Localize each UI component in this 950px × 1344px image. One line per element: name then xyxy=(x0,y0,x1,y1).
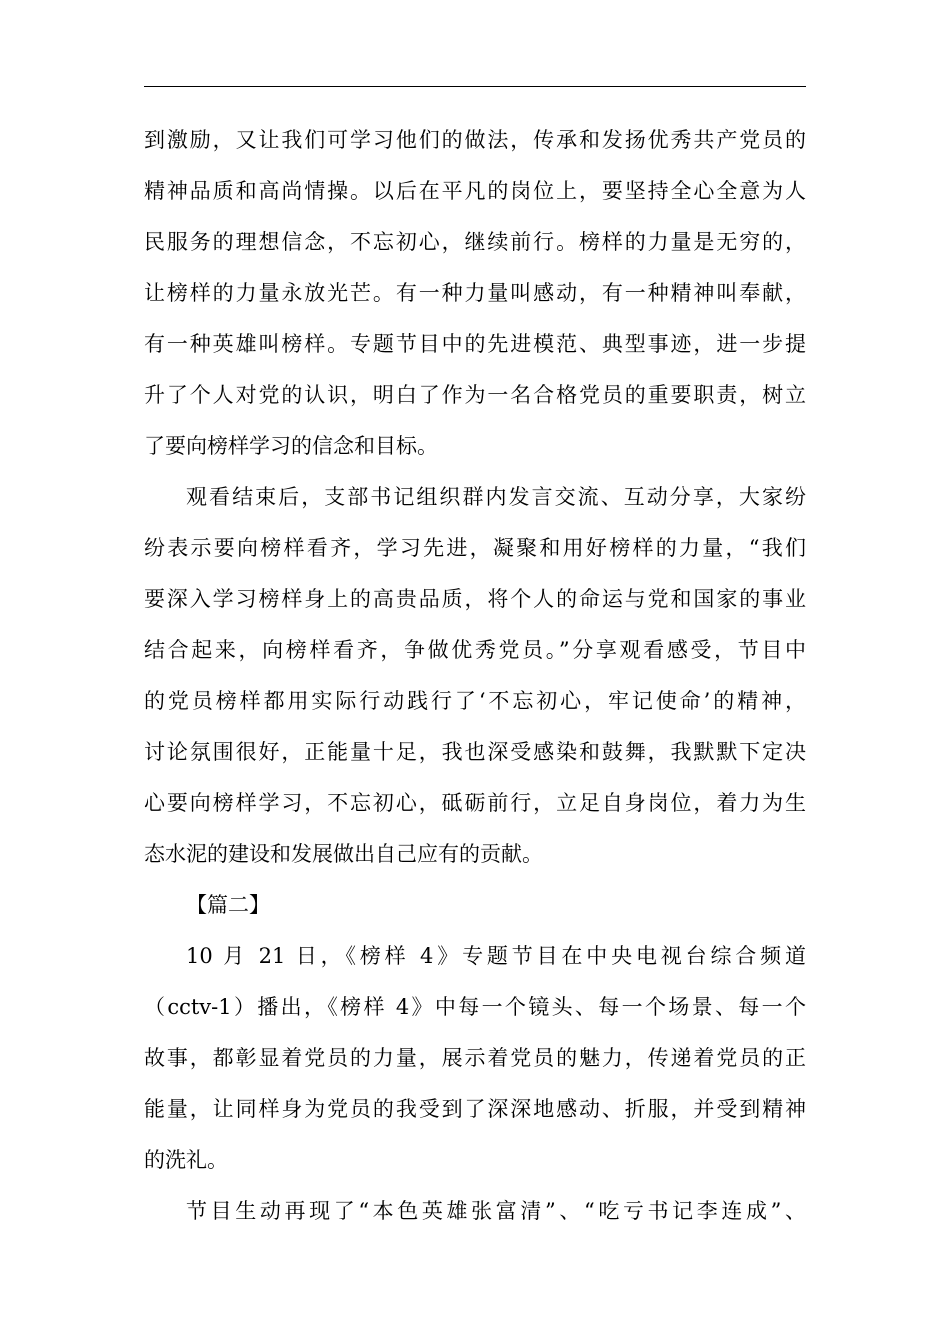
text-line: 态水泥的建设和发展做出自己应有的贡献。 xyxy=(144,842,543,866)
text-line: 精神品质和高尚情操。以后在平凡的岗位上，要坚持全心全意为人 xyxy=(144,179,806,203)
paragraph-first-line: 节目生动再现了“本色英雄张富清”、“吃亏书记李连成”、 xyxy=(186,1199,806,1223)
text-line: 纷表示要向榜样看齐，学习先进，凝聚和用好榜样的力量，“我们 xyxy=(144,536,806,560)
text-line: 民服务的理想信念，不忘初心，继续前行。榜样的力量是无穷的， xyxy=(144,230,806,254)
header-rule xyxy=(144,86,806,87)
text-line: 的洗礼。 xyxy=(144,1148,228,1172)
text-line: 结合起来，向榜样看齐，争做优秀党员。”分享观看感受，节目中 xyxy=(144,638,806,662)
paragraph-first-line: 10 月 21 日，《榜样 4》专题节目在中央电视台综合频道 xyxy=(186,944,806,968)
text-line: 能量，让同样身为党员的我受到了深深地感动、折服，并受到精神 xyxy=(144,1097,806,1121)
text-line: 升了个人对党的认识，明白了作为一名合格党员的重要职责，树立 xyxy=(144,383,806,407)
text-line: 有一种英雄叫榜样。专题节目中的先进模范、典型事迹，进一步提 xyxy=(144,332,806,356)
text-line: 心要向榜样学习，不忘初心，砥砺前行，立足自身岗位，着力为生 xyxy=(144,791,806,815)
text-line: 了要向榜样学习的信念和目标。 xyxy=(144,434,438,458)
section-heading: 【篇二】 xyxy=(186,893,270,917)
text-line: 的党员榜样都用实际行动践行了‘不忘初心，牢记使命’的精神， xyxy=(144,689,806,713)
text-line: 让榜样的力量永放光芒。有一种力量叫感动，有一种精神叫奉献， xyxy=(144,281,806,305)
text-line: 讨论氛围很好，正能量十足，我也深受感染和鼓舞，我默默下定决 xyxy=(144,740,806,764)
text-line: 故事，都彰显着党员的力量，展示着党员的魅力，传递着党员的正 xyxy=(144,1046,806,1070)
text-line: （cctv-1）播出，《榜样 4》中每一个镜头、每一个场景、每一个 xyxy=(144,995,806,1019)
text-line: 到激励，又让我们可学习他们的做法，传承和发扬优秀共产党员的 xyxy=(144,128,806,152)
paragraph-first-line: 观看结束后，支部书记组织群内发言交流、互动分享，大家纷 xyxy=(186,485,806,509)
text-line: 要深入学习榜样身上的高贵品质，将个人的命运与党和国家的事业 xyxy=(144,587,806,611)
